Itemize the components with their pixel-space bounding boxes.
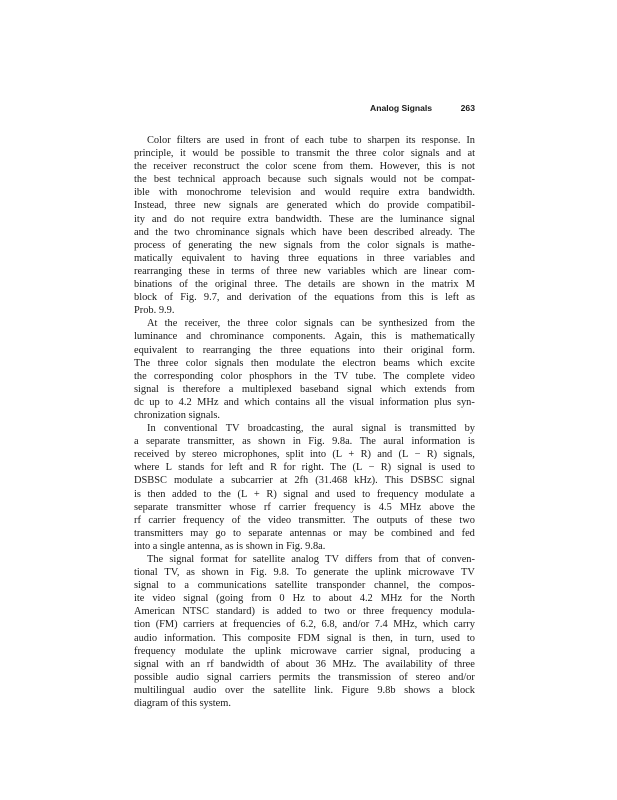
- text-line: American NTSC standard) is added to two or three frequency modula-: [134, 606, 475, 618]
- text-line: signal to a communications satellite transponder channel, the compos-: [134, 580, 475, 592]
- text-line: tional TV, as shown in Fig. 9.8. To generate the uplink microwave TV: [134, 567, 475, 579]
- text-line: equivalent to rearranging the three equations into their original form.: [134, 344, 475, 356]
- text-line: matically equivalent to having three equations in three variables and: [134, 252, 475, 264]
- text-line: binations of the original three. The details are shown in the matrix M: [134, 279, 475, 291]
- text-line: principle, it would be possible to transmit the three color signals and at: [134, 148, 475, 160]
- text-line: chronization signals.: [134, 409, 220, 421]
- text-line: the receiver reconstruct the color scene from them. However, this is not: [134, 161, 475, 173]
- text-line: signal is therefore a multiplexed baseband signal which extends from: [134, 383, 475, 395]
- running-header: [370, 103, 475, 113]
- text-line: separate transmitter whose rf carrier frequency is 4.5 MHz above the: [134, 501, 475, 513]
- text-line: transmitters may go to separate antennas or may be combined and fed: [134, 527, 475, 539]
- text-line: audio information. This composite FDM signal is then, in turn, used to: [134, 632, 475, 644]
- text-line: process of generating the new signals from the color signals is mathe-: [134, 239, 475, 251]
- text-line: ible with monochrome television and would require extra bandwidth.: [134, 187, 475, 199]
- text-line: frequency modulate the uplink microwave carrier signal, producing a: [134, 645, 475, 657]
- text-line: a separate transmitter, as shown in Fig. 9.8a. The aural information is: [134, 436, 475, 448]
- text-line: rf carrier frequency of the video transmitter. The outputs of these two: [134, 514, 475, 526]
- text-line: where L stands for left and R for right. The (L − R) signal is used to: [134, 462, 475, 474]
- text-line: into a single antenna, as is shown in Fig. 9.8a.: [134, 540, 326, 552]
- text-line: diagram of this system.: [134, 698, 231, 710]
- text-line: the best technical approach because such signals would not be compat-: [134, 174, 475, 186]
- text-line: multilingual audio over the satellite link. Figure 9.8b shows a block: [134, 684, 475, 696]
- text-line: ity and do not require extra bandwidth. These are the luminance signal: [134, 213, 475, 225]
- text-line: received by stereo microphones, split into (L + R) and (L − R) signals,: [134, 449, 475, 461]
- text-line: possible audio signal carriers permits the transmission of stereo and/or: [134, 671, 475, 683]
- text-line: dc up to 4.2 MHz and which contains all the visual information plus syn-: [134, 396, 475, 408]
- text-line: signal with an rf bandwidth of about 36 MHz. The availability of three: [134, 658, 475, 670]
- page-number: 263: [460, 103, 475, 113]
- text-line: DSBSC modulate a subcarrier at 2fh (31.468 kHz). This DSBSC signal: [134, 475, 475, 487]
- text-line: At the receiver, the three color signals can be synthesized from the: [147, 318, 475, 330]
- text-line: luminance and chrominance components. Again, this is mathematically: [134, 331, 475, 343]
- section-title: Analog Signals: [370, 103, 433, 113]
- text-line: Prob. 9.9.: [134, 305, 175, 317]
- text-line: block of Fig. 9.7, and derivation of the equations from this is left as: [134, 292, 475, 304]
- text-line: The signal format for satellite analog TV differs from that of conven-: [147, 554, 475, 565]
- text-line: Instead, three new signals are generated which do provide compatibil-: [134, 200, 475, 212]
- text-line: The three color signals then modulate the electron beams which excite: [134, 357, 475, 369]
- text-line: In conventional TV broadcasting, the aural signal is transmitted by: [147, 423, 475, 435]
- text-line: is then added to the (L + R) signal and used to frequency modulate a: [134, 488, 475, 500]
- text-line: and the two chrominance signals which have been described already. The: [134, 226, 475, 238]
- text-line: rearranging these in terms of three new variables which are linear com-: [134, 265, 475, 277]
- text-line: the corresponding color phosphors in the TV tube. The complete video: [134, 370, 475, 382]
- text-line: tion (FM) carriers at frequencies of 6.2, 6.8, and/or 7.4 MHz, which carry: [134, 619, 475, 631]
- text-line: ite video signal (going from 0 Hz to about 4.2 MHz for the North: [134, 593, 475, 605]
- text-line: Color filters are used in front of each tube to sharpen its response. In: [147, 135, 475, 146]
- body-text: [134, 134, 475, 710]
